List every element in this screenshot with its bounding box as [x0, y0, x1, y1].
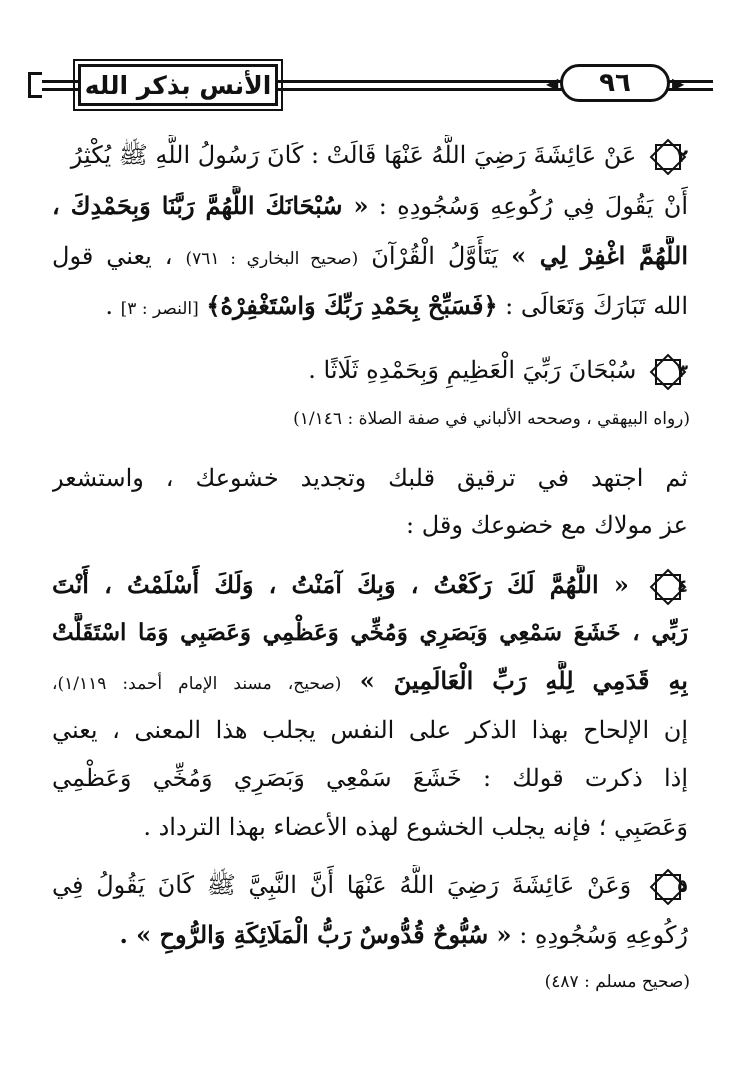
item5-source: (صحيح مسلم : ٤٨٧): [544, 972, 690, 992]
item2-line3-tail: ، يعني قول: [52, 242, 173, 270]
item-number: ٥: [677, 875, 688, 897]
item2-line4-end: .: [105, 292, 114, 320]
octagram-number-badge: [648, 867, 688, 906]
item-number: ٤: [677, 575, 688, 597]
header-rule-cap: [28, 72, 42, 98]
item3-line: [52, 350, 688, 390]
item2-line1: [52, 135, 688, 175]
item2-supplication-end: اللَّهُمَّ اغْفِرْ لِي »: [511, 241, 688, 270]
item3-text: سُبْحَانَ رَبِّيَ الْعَظِيمِ وَبِحَمْدِهِ ثَلَاثًا .: [308, 356, 637, 384]
item4-line1: [52, 565, 688, 605]
item4-supplication-end: بِهِ قَدَمِي لِلَّهِ رَبِّ الْعَالَمِينَ »: [359, 666, 688, 695]
item5-line1: [52, 865, 688, 905]
para2-line2: إذا ذكرت قولك : خَشَعَ سَمْعِي وَبَصَرِي وَمُخِّي وَعَظْمِي: [52, 764, 688, 792]
item-number: ٢: [677, 145, 688, 167]
octagram-number-badge: [648, 352, 688, 391]
item2-supplication: « سُبْحَانَكَ اللَّهُمَّ رَبَّنَا وَبِحَمْدِكَ ،: [52, 191, 369, 220]
item5-line2-plain: رُكُوعِهِ وَسُجُودِهِ :: [519, 921, 688, 949]
page-header: [28, 60, 713, 112]
item4-source: (صحيح، مسند الإمام أحمد: ١/١١٩)،: [52, 674, 342, 694]
octagram-number-badge: [648, 567, 688, 606]
para2-line1: إن الإلحاح بهذا الذكر على النفس يجلب هذا المعنى ، يعني: [52, 716, 688, 744]
item3-source: (رواه البيهقي ، وصححه الألباني في صفة الصلاة : ١/١٤٦): [293, 409, 690, 429]
octagram-number-badge: [648, 137, 688, 176]
book-title-box: [78, 64, 278, 106]
page-number: ٩٦: [599, 68, 631, 98]
item2-line3: [52, 236, 688, 276]
book-title: الأنس بذكر الله: [84, 70, 272, 100]
page-number-box: [560, 64, 670, 102]
para1-line1: ثم اجتهد في ترقيق قلبك وتجديد خشوعك ، واستشعر: [52, 464, 688, 492]
verse-reference: [النصر : ٣]: [120, 299, 199, 319]
item-number: ٣: [677, 360, 688, 382]
item4-line2: رَبِّي ، خَشَعَ سَمْعِي وَبَصَرِي وَمُخِّي وَعَظْمِي وَعَصَبِي وَمَا اسْتَقَلَّتْ: [52, 619, 688, 646]
item2-source: (صحيح البخاري : ٧٦١): [185, 249, 359, 269]
para1-line2: عز مولاك مع خضوعك وقل :: [406, 511, 688, 539]
right-arrow-ornament: ▶: [672, 74, 685, 93]
quran-verse: ﴿فَسَبِّحْ بِحَمْدِ رَبِّكَ وَاسْتَغْفِرْهُ﴾: [206, 291, 498, 320]
item2-line4: [52, 286, 688, 326]
left-arrow-ornament: ◀: [546, 74, 559, 93]
para2-line3: وَعَصَبِي ؛ فإنه يجلب الخشوع لهذه الأعضاء بهذا الترداد .: [143, 813, 688, 841]
item4-supplication-1: « اللَّهُمَّ لَكَ رَكَعْتُ ، وَبِكَ آمَنْتُ ، وَلَكَ أَسْلَمْتُ ، أَنْتَ: [52, 570, 629, 599]
item4-line3: [52, 661, 688, 701]
item2-line2-plain: أَنْ يَقُولَ فِي رُكُوعِهِ وَسُجُودِهِ :: [378, 192, 688, 220]
item5-supplication: « سُبُّوحٌ قُدُّوسٌ رَبُّ الْمَلَائِكَةِ وَالرُّوحِ » .: [119, 920, 512, 949]
item5-line2: [52, 915, 688, 955]
item2-line3-plain: يَتَأَوَّلُ الْقُرْآنَ: [371, 242, 499, 270]
item2-text: عَنْ عَائِشَةَ رَضِيَ اللَّهُ عَنْهَا قَالَتْ : كَانَ رَسُولُ اللَّهِ ﷺ يُكْثِرُ: [70, 141, 637, 169]
item2-line4-plain: الله تَبَارَكَ وَتَعَالَى :: [505, 292, 688, 320]
item5-text: وَعَنْ عَائِشَةَ رَضِيَ اللَّهُ عَنْهَا أَنَّ النَّبِيَّ ﷺ كَانَ يَقُولُ فِي: [52, 871, 632, 899]
item2-line2: [52, 186, 688, 226]
